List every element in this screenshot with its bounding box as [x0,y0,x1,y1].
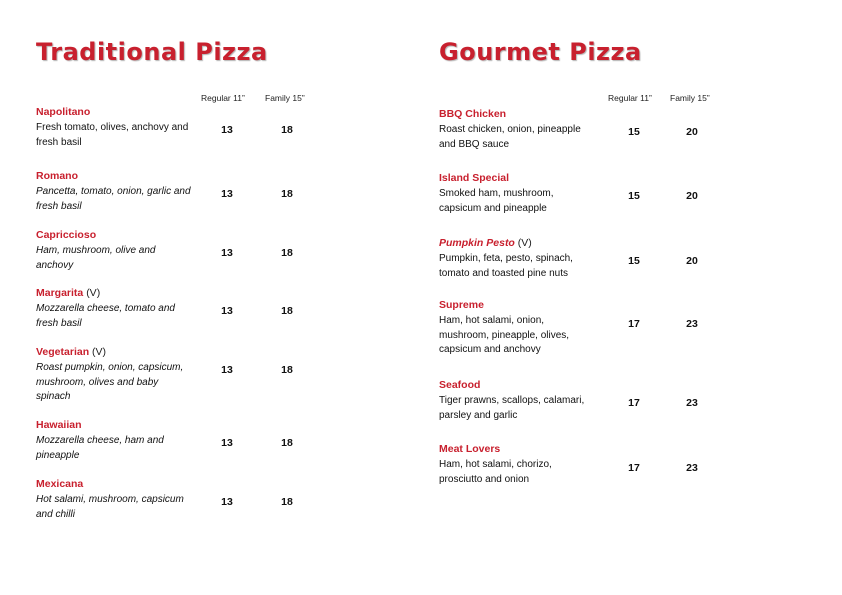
price-family: 20 [686,255,698,267]
price-family: 18 [281,124,293,136]
item-description: Roast chicken, onion, pineapple and BBQ sauce [439,124,581,150]
price-regular: 13 [221,305,233,317]
item-name: Capriccioso [36,229,97,241]
item-name: Seafood [439,379,481,391]
traditional-regular-header: Regular 11” [201,93,245,103]
item-name: Mexicana [36,478,84,490]
price-regular: 13 [221,364,233,376]
price-family: 20 [686,126,698,138]
item-name: Margarita (V) [36,287,101,299]
price-family: 18 [281,437,293,449]
item-description: Fresh tomato, olives, anchovy and fresh basil [36,122,189,148]
price-family: 18 [281,247,293,259]
price-family: 23 [686,462,698,474]
vegetarian-badge: (V) [92,346,107,358]
item-description: Mozzarella cheese, ham and pineapple [36,435,164,461]
item-name: Pumpkin Pesto (V) [439,237,532,249]
traditional-pizza-title: Traditional Pizza [36,38,268,66]
price-regular: 13 [221,496,233,508]
item-description: Tiger prawns, scallops, calamari, parsley and garlic [439,395,585,421]
item-name: BBQ Chicken [439,108,507,120]
price-family: 18 [281,188,293,200]
price-regular: 17 [628,397,640,409]
item-description: Pancetta, tomato, onion, garlic and fresh basil [36,186,191,212]
item-name: Island Special [439,172,510,184]
item-description: Pumpkin, feta, pesto, spinach, tomato and toasted pine nuts [439,253,573,279]
item-description: Smoked ham, mushroom, capsicum and pineapple [439,188,554,214]
item-name: Napolitano [36,106,91,118]
item-name: Hawaiian [36,419,82,431]
item-name: Meat Lovers [439,443,501,455]
gourmet-regular-header: Regular 11” [608,93,652,103]
price-family: 18 [281,496,293,508]
price-family: 20 [686,190,698,202]
price-family: 23 [686,318,698,330]
price-regular: 15 [628,126,640,138]
item-description: Ham, mushroom, olive and anchovy [36,245,156,271]
price-family: 23 [686,397,698,409]
item-description: Hot salami, mushroom, capsicum and chilli [36,494,184,520]
price-regular: 15 [628,255,640,267]
item-name: Romano [36,170,78,182]
price-family: 18 [281,364,293,376]
gourmet-family-header: Family 15” [670,93,710,103]
vegetarian-badge: (V) [86,287,101,299]
item-description: Ham, hot salami, chorizo, prosciutto and onion [439,459,552,485]
price-regular: 13 [221,437,233,449]
price-regular: 17 [628,462,640,474]
vegetarian-badge: (V) [517,237,532,249]
price-regular: 13 [221,124,233,136]
item-name: Vegetarian (V) [36,346,107,358]
price-regular: 17 [628,318,640,330]
traditional-family-header: Family 15” [265,93,305,103]
item-description: Roast pumpkin, onion, capsicum, mushroom, olives and baby spinach [36,362,184,402]
price-family: 18 [281,305,293,317]
price-regular: 15 [628,190,640,202]
item-description: Mozzarella cheese, tomato and fresh basil [36,303,175,329]
gourmet-pizza-title: Gourmet Pizza [439,38,642,66]
item-description: Ham, hot salami, onion, mushroom, pineapple, olives, capsicum and anchovy [439,315,570,355]
price-regular: 13 [221,188,233,200]
item-name: Supreme [439,299,484,311]
price-regular: 13 [221,247,233,259]
